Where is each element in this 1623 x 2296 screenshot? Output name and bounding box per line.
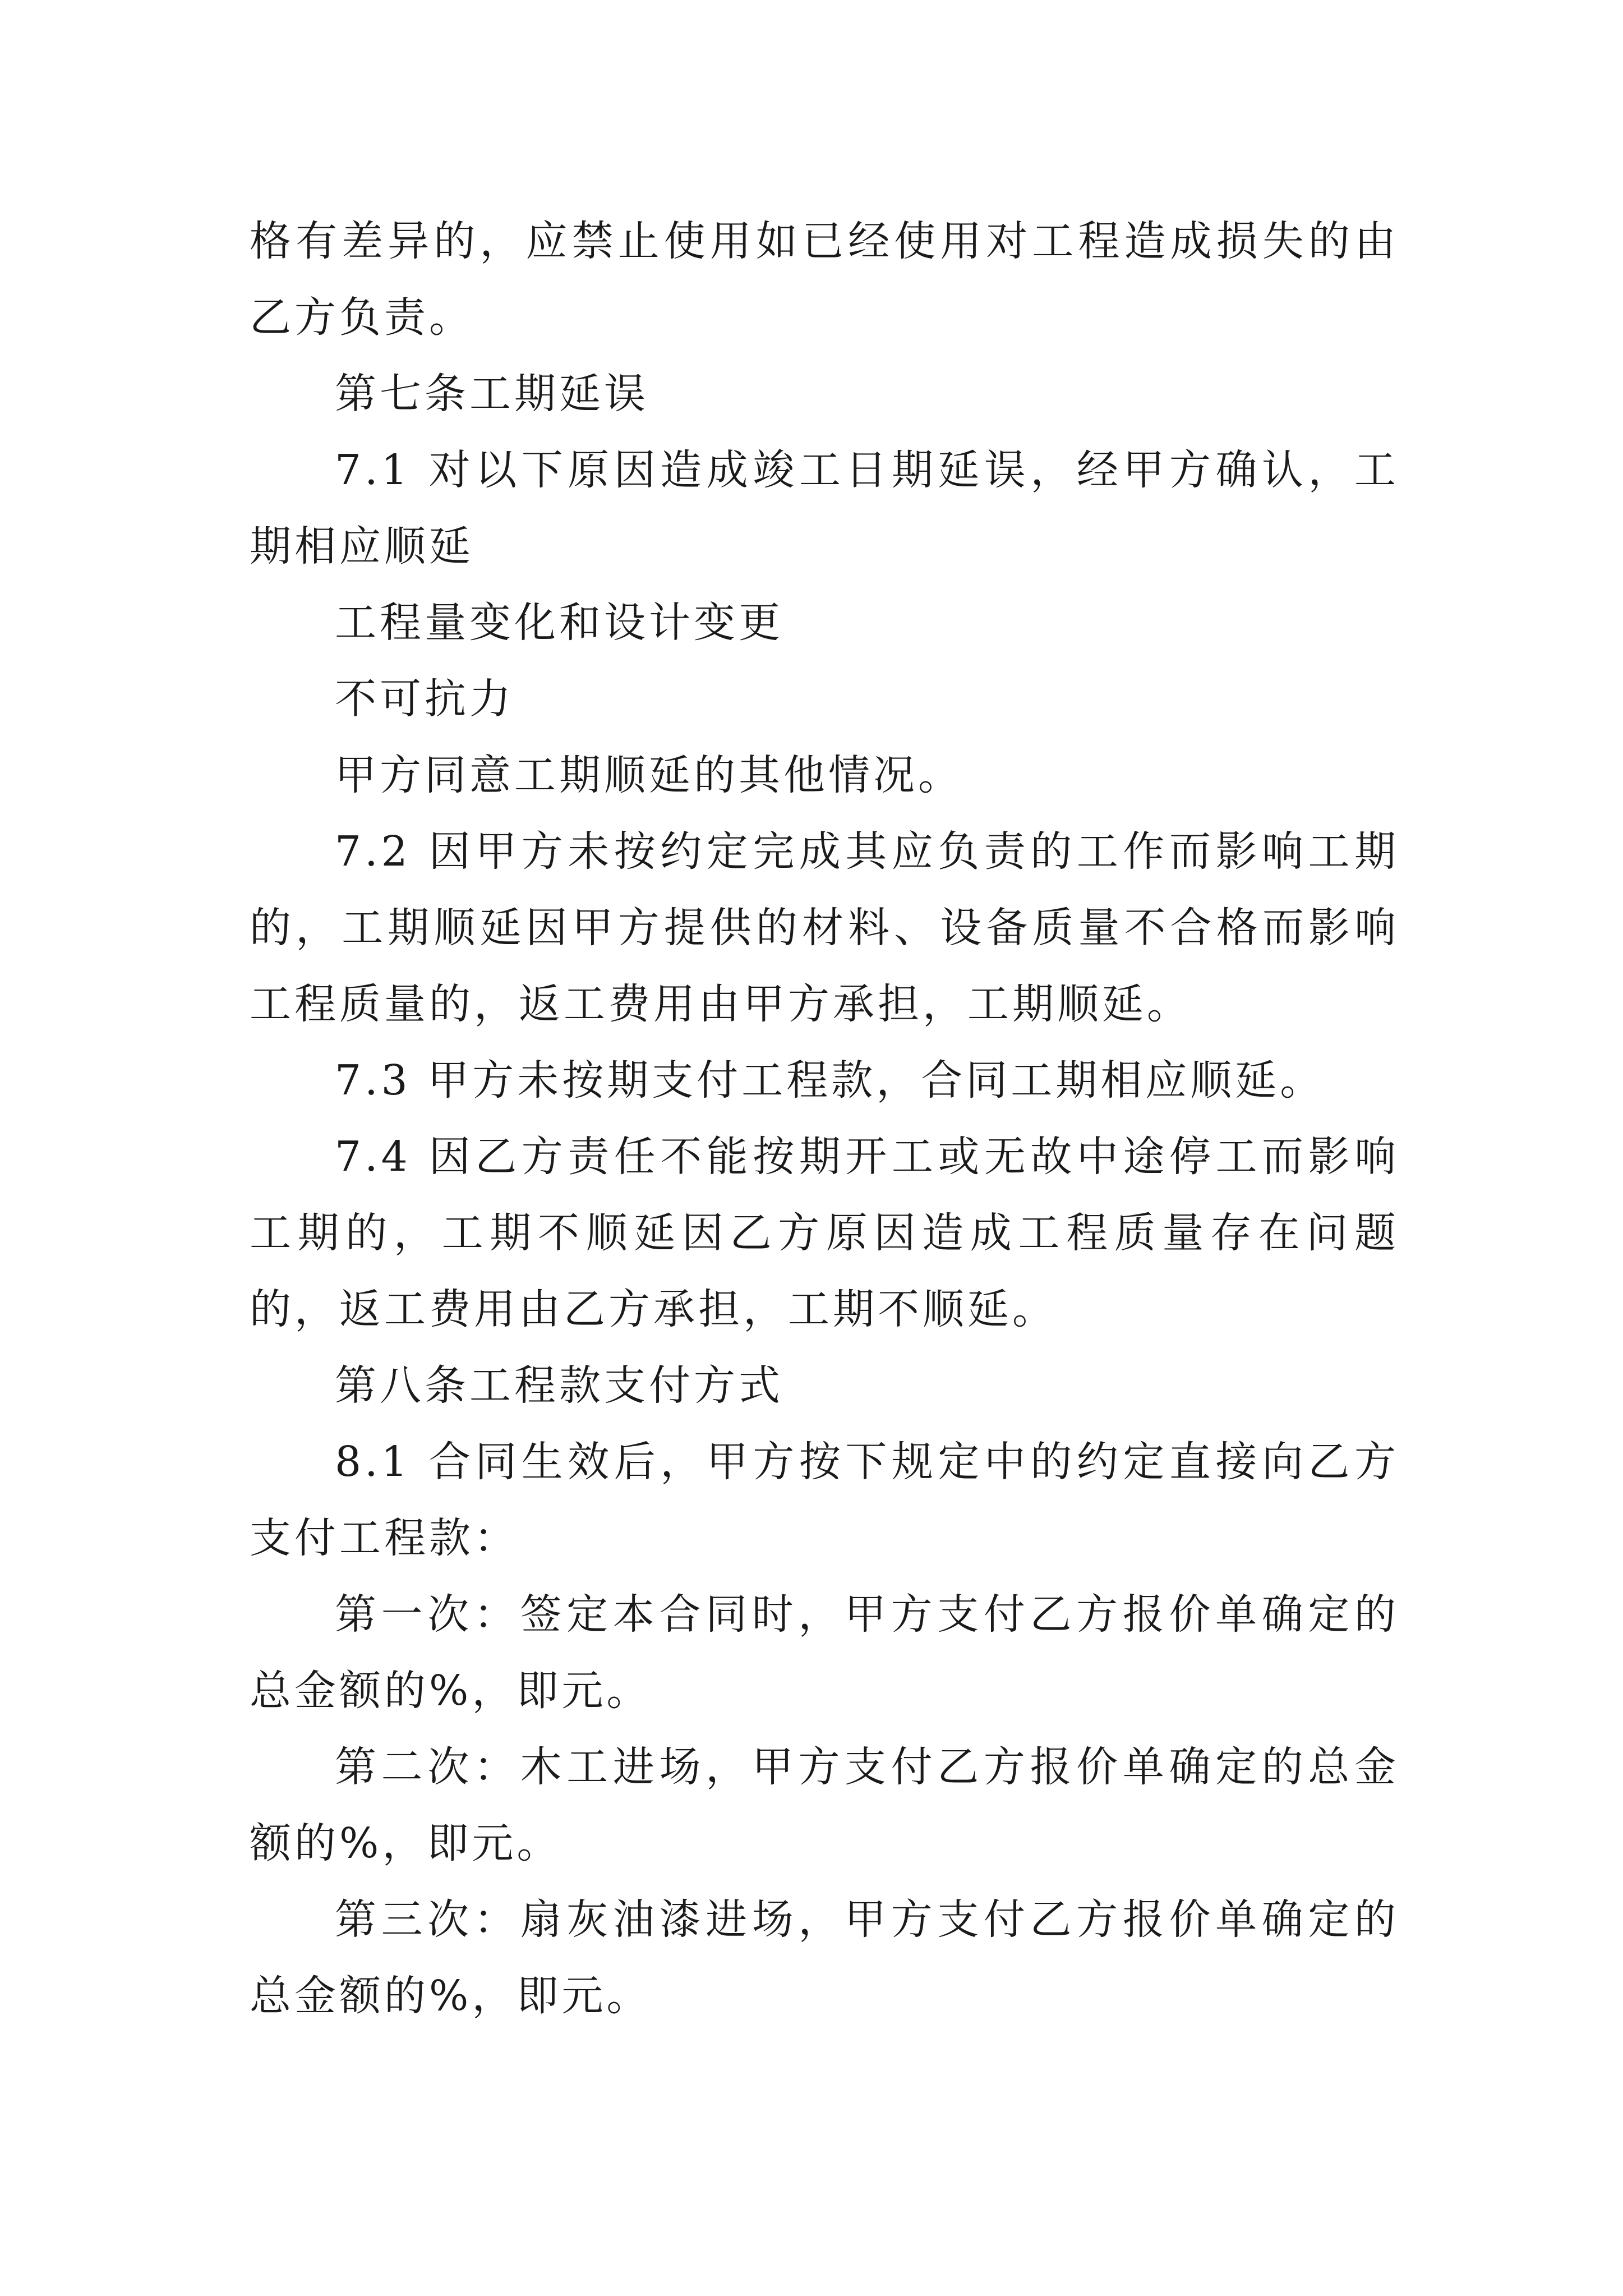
paragraph: 7.4 因乙方责任不能按期开工或无故中途停工而影响工期的，工期不顺延因乙方原因造成工程质量存在问题的，返工费用由乙方承担，工期不顺延。 <box>250 1133 1399 1333</box>
paragraph: 7.2 因甲方未按约定完成其应负责的工作而影响工期的，工期顺延因甲方提供的材料、设备质量不合格而影响工程质量的，返工费用由甲方承担，工期顺延。 <box>250 827 1399 1028</box>
payment-item: 第三次：扇灰油漆进场，甲方支付乙方报价单确定的总金额的%，即元。 <box>250 1895 1399 2020</box>
paragraph: 7.1 对以下原因造成竣工日期延误，经甲方确认，工期相应顺延 <box>250 446 1399 570</box>
list-item: 不可抗力 <box>335 675 514 723</box>
document-body <box>250 203 1399 2034</box>
section-heading: 第七条工期延误 <box>335 370 649 418</box>
payment-item: 第二次：木工进场，甲方支付乙方报价单确定的总金额的%，即元。 <box>250 1743 1399 1867</box>
section-heading: 第八条工程款支付方式 <box>335 1361 783 1410</box>
paragraph: 8.1 合同生效后，甲方按下规定中的约定直接向乙方支付工程款： <box>250 1438 1399 1562</box>
paragraph: 格有差异的，应禁止使用如已经使用对工程造成损失的由乙方负责。 <box>250 217 1399 342</box>
list-item: 工程量变化和设计变更 <box>335 599 783 647</box>
payment-item: 第一次：签定本合同时，甲方支付乙方报价单确定的总金额的%，即元。 <box>250 1590 1399 1715</box>
paragraph: 7.3 甲方未按期支付工程款，合同工期相应顺延。 <box>335 1056 1325 1105</box>
list-item: 甲方同意工期顺延的其他情况。 <box>335 751 963 799</box>
